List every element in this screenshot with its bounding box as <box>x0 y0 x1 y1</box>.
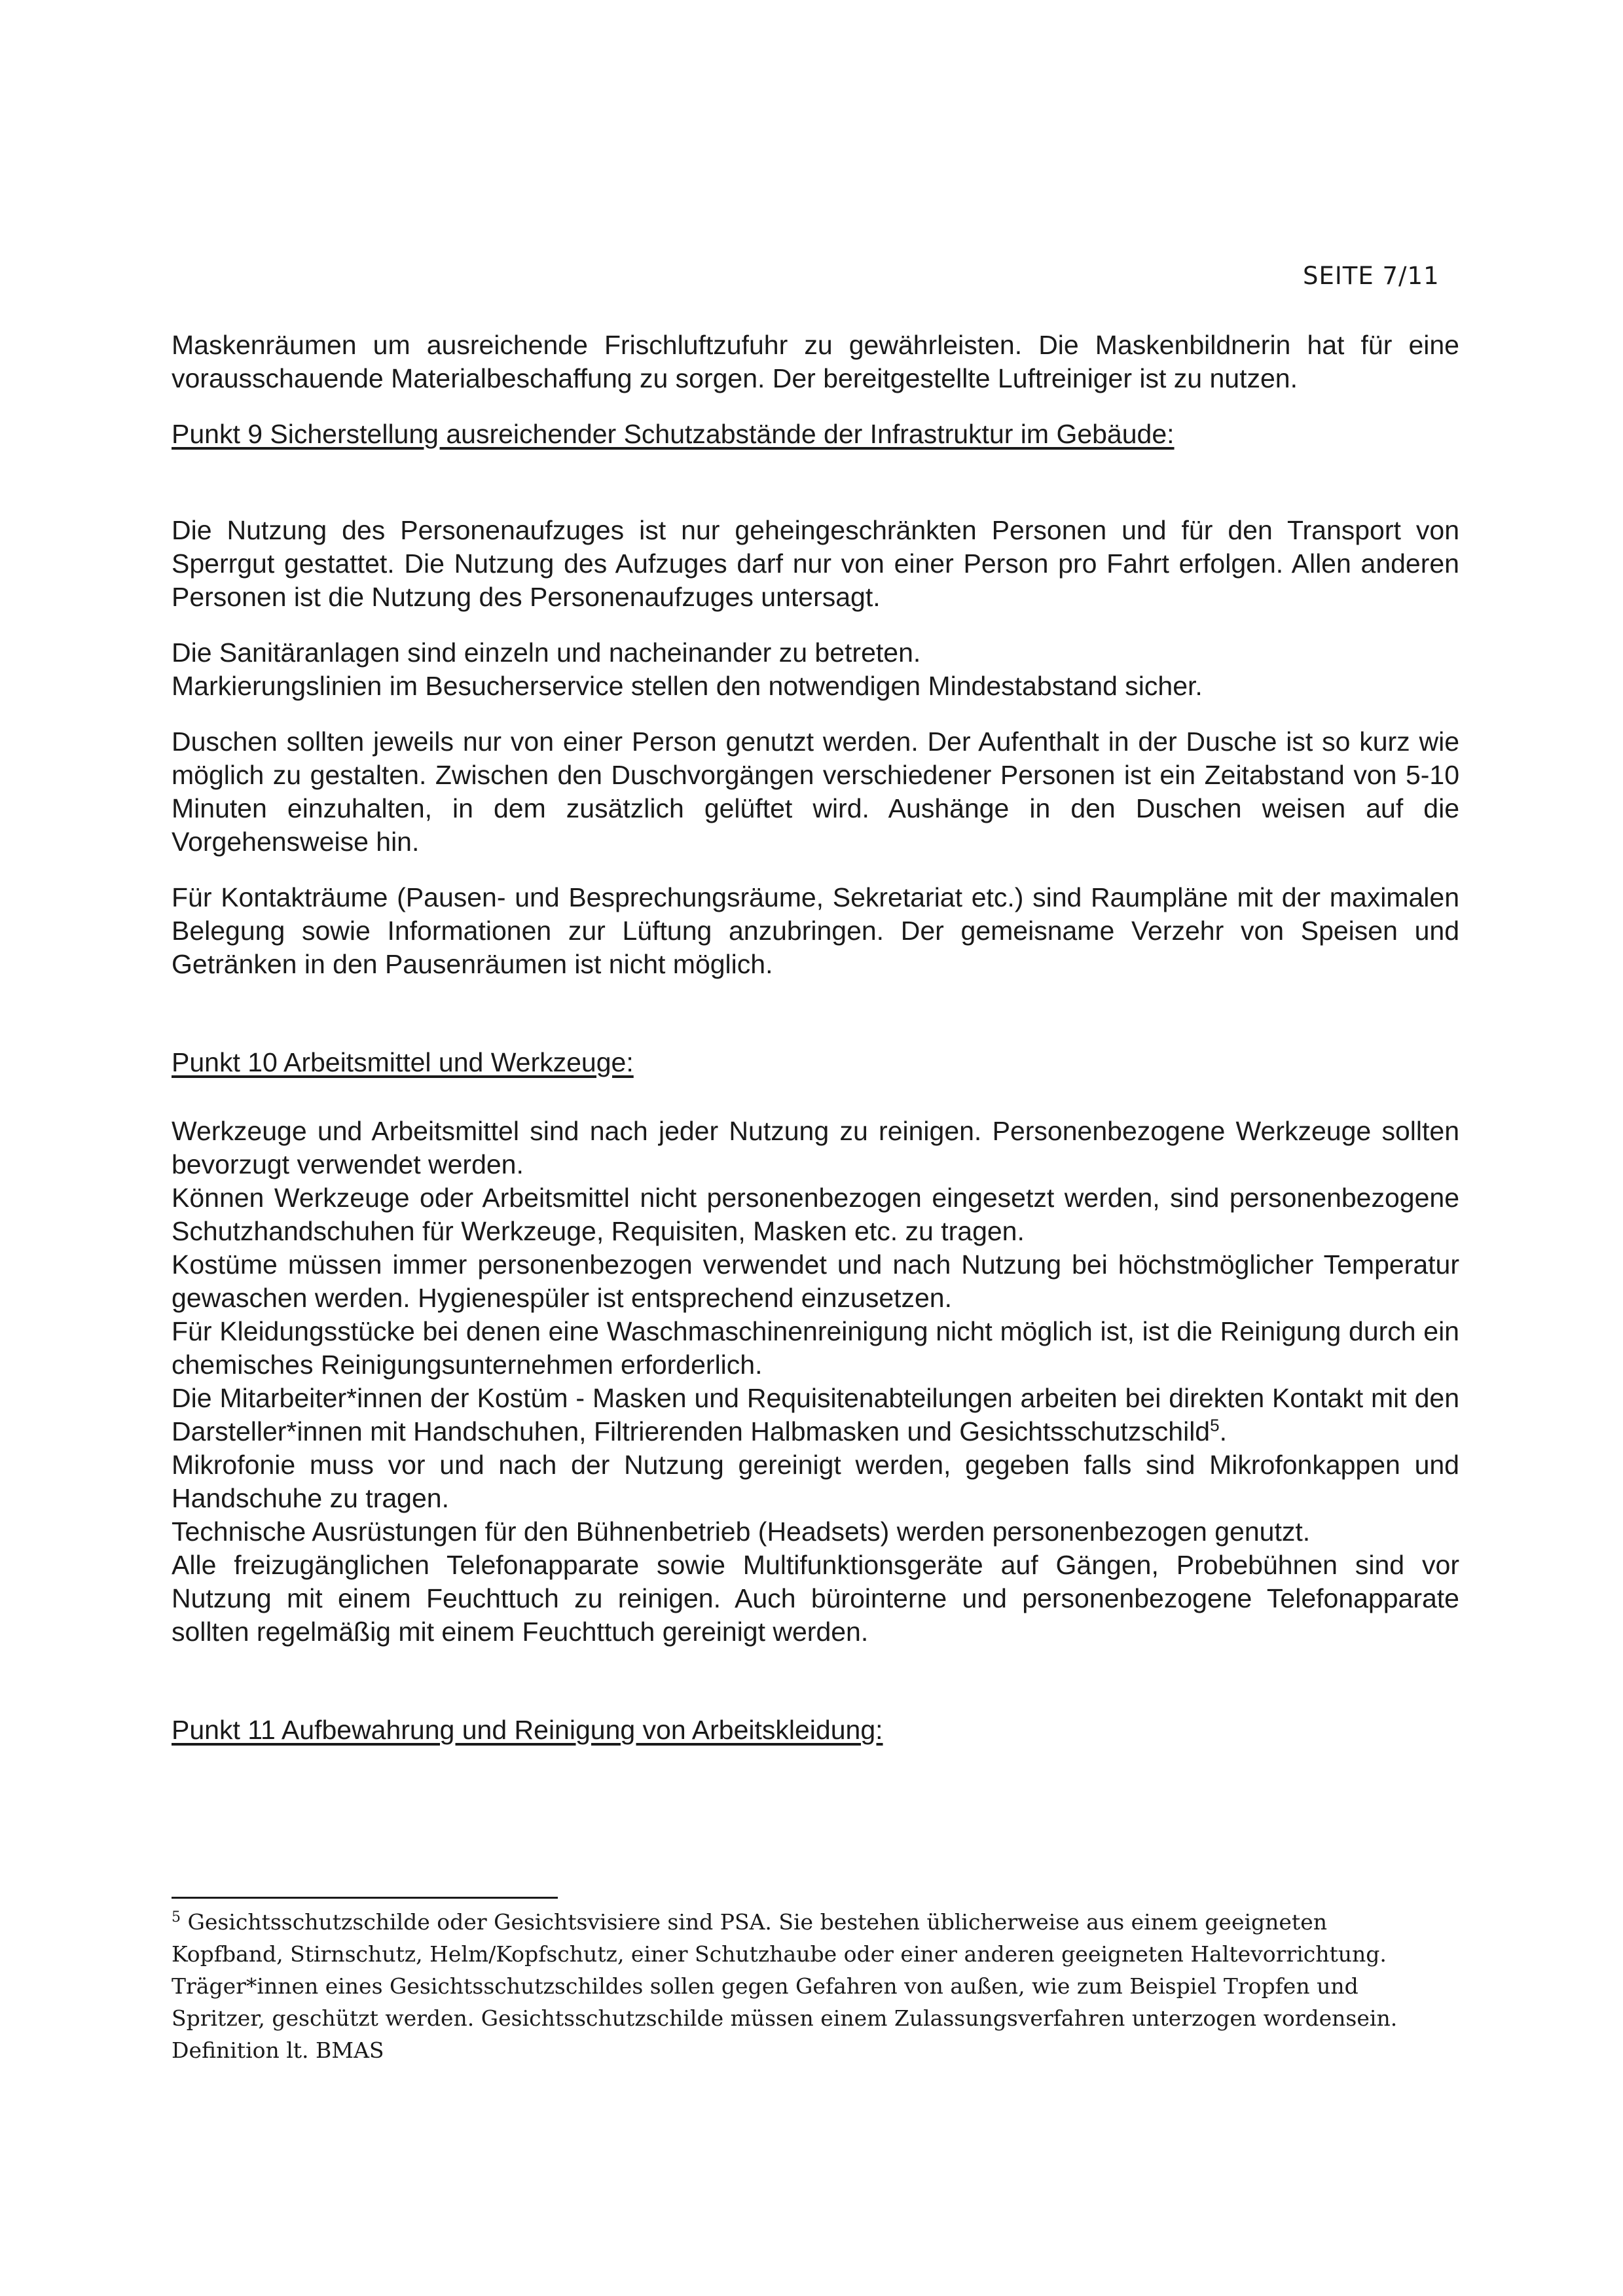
footnote-reference[interactable]: 5 <box>1210 1415 1220 1435</box>
footnote-text: Gesichtsschutzschilde oder Gesichtsvisiere sind PSA. Sie bestehen üblicherweise aus einem geeigneten Kopfband, Stirnschutz, Helm/Kopfschutz, einer Schutzhaube oder einer anderen geeigneten Haltevorrichtung. Träger*innen eines Gesichtsschutzschildes sollen gegen Gefahren von außen, wie zum Beispiel Tropfen und Spritzer, geschützt werden. Gesichtsschutzschilde müssen einem Zulassungsverfahren unterzogen wordensein. Definition lt. BMAS <box>172 1909 1398 2063</box>
spacer <box>172 395 1459 418</box>
spacer <box>172 981 1459 1046</box>
section-10-line: Alle freizugänglichen Telefonapparate sowie Multifunktionsgeräte auf Gängen, Probebühnen sind vor Nutzung mit einem Feuchttuch zu reinigen. Auch bürointerne und personenbezogene Telefonapparate sollten regelmäßig mit einem Feuchttuch gereinigt werden. <box>172 1550 1459 1647</box>
footnote-separator <box>172 1897 558 1899</box>
section-9-heading: Punkt 9 Sicherstellung ausreichender Schutzabstände der Infrastruktur im Gebäude: <box>172 419 1175 449</box>
section-10-line-text: Die Mitarbeiter*innen der Kostüm - Masken und Requisitenabteilungen arbeiten bei direkten Kontakt mit den Darsteller*innen mit Handschuhen, Filtrierenden Halbmasken und Gesichtsschutzschild <box>172 1383 1459 1446</box>
spacer <box>172 859 1459 881</box>
footnote-mark: 5 <box>172 1909 181 1926</box>
section-10-line: Können Werkzeuge oder Arbeitsmittel nicht personenbezogen eingesetzt werden, sind personenbezogene Schutzhandschuhen für Werkzeuge, Requisiten, Masken etc. zu tragen. <box>172 1183 1459 1246</box>
spacer <box>172 1649 1459 1713</box>
intro-paragraph: Maskenräumen um ausreichende Frischluftzufuhr zu gewährleisten. Die Maskenbildnerin hat für eine vorausschauende Materialbeschaffung zu sorgen. Der bereitgestellte Luftreiniger ist zu nutzen. <box>172 330 1459 393</box>
section-10-line-end: . <box>1219 1416 1227 1446</box>
section-10-line: Technische Ausrüstungen für den Bühnenbetrieb (Headsets) werden personenbezogen genutzt. <box>172 1516 1311 1547</box>
page-number: SEITE 7/11 <box>1303 262 1440 290</box>
section-10-line: Werkzeuge und Arbeitsmittel sind nach jeder Nutzung zu reinigen. Personenbezogene Werkzeuge sollten bevorzugt verwendet werden. <box>172 1116 1459 1179</box>
spacer <box>172 451 1459 514</box>
section-10-line-with-footnote <box>172 1382 1459 1448</box>
footnote-paragraph <box>172 1906 1415 2066</box>
section-10-line: Kostüme müssen immer personenbezogen verwendet und nach Nutzung bei höchstmöglicher Temperatur gewaschen werden. Hygienespüler ist entsprechend einzusetzen. <box>172 1249 1459 1313</box>
section-10-heading: Punkt 10 Arbeitsmittel und Werkzeuge: <box>172 1047 634 1077</box>
spacer <box>172 703 1459 725</box>
footnote <box>172 1906 1415 2066</box>
section-9-paragraph-elevator: Die Nutzung des Personenaufzuges ist nur geheingeschränkten Personen und für den Transport von Sperrgut gestattet. Die Nutzung des Aufzuges darf nur von einer Person pro Fahrt erfolgen. Allen anderen Personen ist die Nutzung des Personenaufzuges untersagt. <box>172 515 1459 612</box>
section-9-paragraph-contact-rooms: Für Kontakträume (Pausen- und Besprechungsräume, Sekretariat etc.) sind Raumpläne mit der maximalen Belegung sowie Informationen zur Lüftung anzubringen. Der gemeisname Verzehr von Speisen und Getränken in den Pausenräumen ist nicht möglich. <box>172 882 1459 979</box>
spacer <box>172 1079 1459 1115</box>
section-11-heading: Punkt 11 Aufbewahrung und Reinigung von Arbeitskleidung: <box>172 1715 883 1745</box>
section-10-line: Für Kleidungsstücke bei denen eine Waschmaschinenreinigung nicht möglich ist, ist die Reinigung durch ein chemisches Reinigungsunternehmen erforderlich. <box>172 1316 1459 1380</box>
section-9-paragraph-markings: Markierungslinien im Besucherservice stellen den notwendigen Mindestabstand sicher. <box>172 671 1203 701</box>
section-9-paragraph-showers: Duschen sollten jeweils nur von einer Person genutzt werden. Der Aufenthalt in der Dusche ist so kurz wie möglich zu gestalten. Zwischen den Duschvorgängen verschiedener Personen ist ein Zeitabstand von 5-10 Minuten einzuhalten, in dem zusätzlich gelüftet wird. Aushänge in den Duschen weisen auf die Vorgehensweise hin. <box>172 726 1459 857</box>
document-body <box>172 329 1459 1747</box>
spacer <box>172 614 1459 636</box>
section-10-line: Mikrofonie muss vor und nach der Nutzung gereinigt werden, gegeben falls sind Mikrofonkappen und Handschuhe zu tragen. <box>172 1450 1459 1513</box>
section-9-paragraph-sanitary: Die Sanitäranlagen sind einzeln und nacheinander zu betreten. <box>172 637 921 668</box>
